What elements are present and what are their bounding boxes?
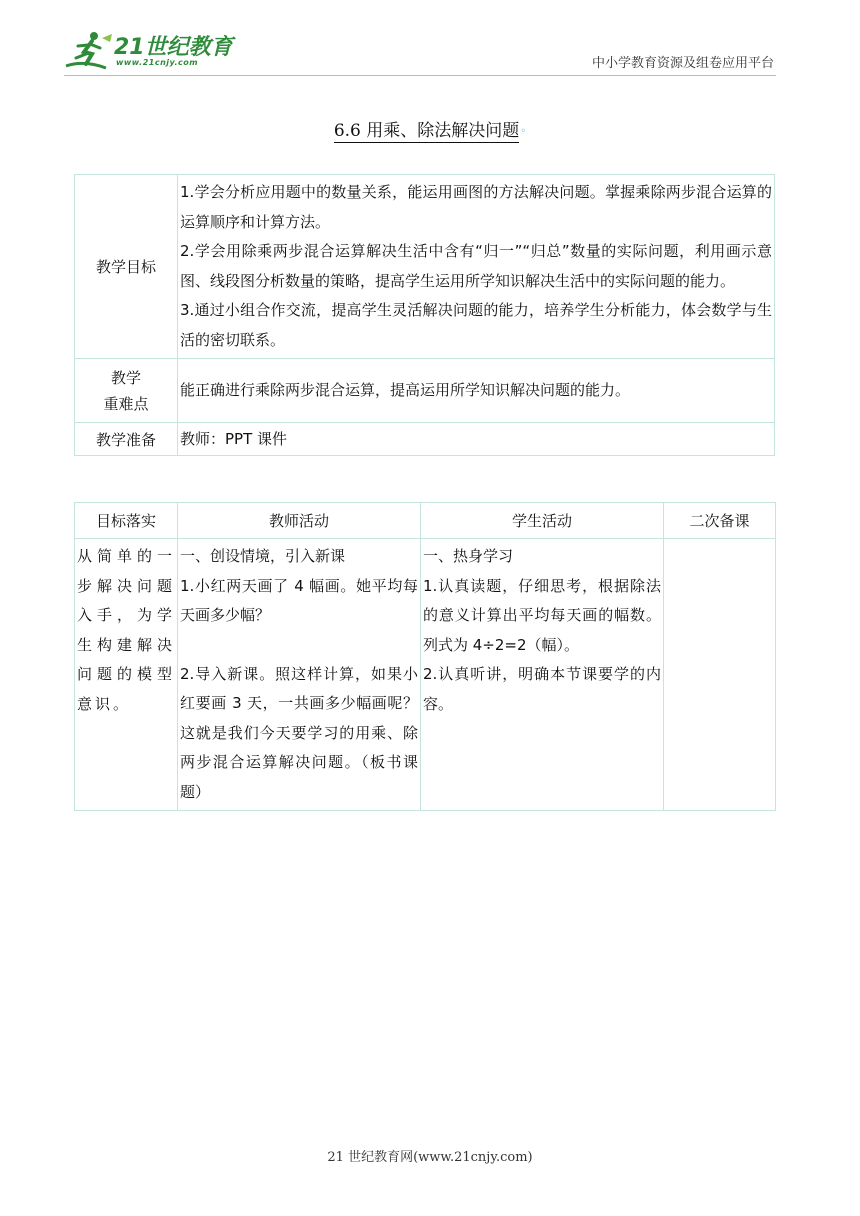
- teacher-activity-cell: [178, 539, 421, 811]
- column-header-goal: 目标落实: [75, 503, 178, 539]
- difficulty-row: [75, 359, 775, 423]
- logo-text: 21世纪教育: [114, 35, 233, 60]
- runner-logo-icon: [64, 30, 116, 74]
- goals-label: 教学目标: [75, 175, 178, 359]
- logo-url: www.21cnjy.com: [116, 58, 199, 67]
- student-step: 一、热身学习: [423, 547, 514, 565]
- prep-label: 教学准备: [75, 423, 178, 456]
- prep-row: [75, 423, 775, 456]
- activities-table: [74, 502, 776, 811]
- goal-item: 3.通过小组合作交流，提高学生灵活解决问题的能力，培养学生分析能力，体会数学与生活的密切联系。: [180, 301, 772, 349]
- difficulty-text: 能正确进行乘除两步混合运算，提高运用所学知识解决问题的能力。: [178, 359, 775, 423]
- paragraph-mark-icon: ◦: [520, 126, 527, 137]
- page-footer: 21 世纪教育网(www.21cnjy.com): [327, 1150, 533, 1165]
- teacher-step: 2.导入新课。照这样计算，如果小红要画 3 天，一共画多少幅画呢？这就是我们今天要学习的用乘、除两步混合运算解决问题。（板书课题）: [180, 664, 418, 801]
- spacer: [180, 631, 418, 660]
- goal-item: 1.学会分析应用题中的数量关系，能运用画图的方法解决问题。掌握乘除两步混合运算的运算顺序和计算方法。: [180, 183, 772, 231]
- teacher-step: 一、创设情境，引入新课: [180, 547, 346, 565]
- goal-item: 2.学会用除乘两步混合运算解决生活中含有“归一”“归总”数量的实际问题，利用画示意图、线段图分析数量的策略，提高学生运用所学知识解决生活中的实际问题的能力。: [180, 242, 772, 290]
- student-step: 1.认真读题，仔细思考，根据除法的意义计算出平均每天画的幅数。列式为 4÷2=2（幅）。: [423, 576, 661, 654]
- header-divider: [64, 75, 776, 76]
- goals-row: [75, 175, 775, 359]
- column-header-notes: 二次备课: [664, 503, 776, 539]
- page-title: [0, 116, 860, 141]
- title-text: 6.6 用乘、除法解决问题: [333, 121, 520, 141]
- goal-implementation-cell: 从简单的一步解决问题入手，为学生构建解决问题的模型意识。: [75, 539, 178, 811]
- difficulty-label-line1: 教学: [110, 368, 141, 387]
- prep-text: 教师：PPT 课件: [178, 423, 775, 456]
- activities-header-row: [75, 503, 776, 539]
- difficulty-label: [75, 359, 178, 423]
- student-step: 2.认真听讲，明确本节课要学的内容。: [423, 665, 661, 713]
- activities-row: [75, 539, 776, 811]
- site-logo: [64, 30, 234, 76]
- teacher-step: 1.小红两天画了 4 幅画。她平均每天画多少幅？: [180, 576, 418, 624]
- overview-table: [74, 174, 775, 456]
- student-activity-cell: [421, 539, 664, 811]
- platform-name: 中小学教育资源及组卷应用平台: [591, 56, 774, 71]
- column-header-teacher: 教师活动: [178, 503, 421, 539]
- difficulty-label-line2: 重难点: [103, 394, 149, 413]
- goals-cell: [178, 175, 775, 359]
- secondary-prep-cell: [664, 539, 776, 811]
- column-header-student: 学生活动: [421, 503, 664, 539]
